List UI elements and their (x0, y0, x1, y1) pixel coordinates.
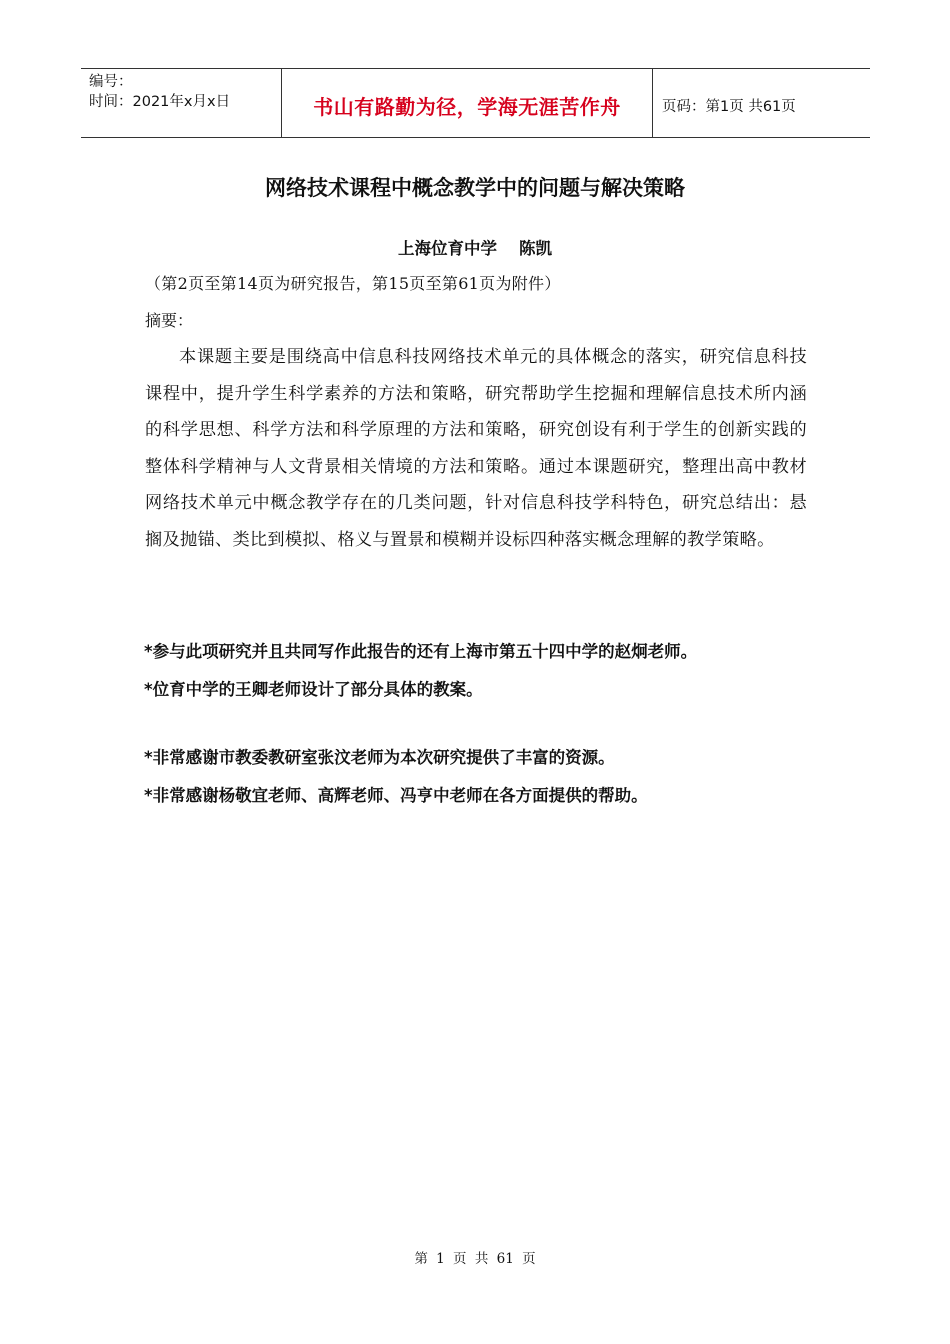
abstract-paragraph: 本课题主要是围绕高中信息科技网络技术单元的具体概念的落实，研究信息科技课程中，提升学生科学素养的方法和策略，研究帮助学生挖掘和理解信息技术所内涵的科学思想、科学方法和科学原理的方法和策略，研究创设有利于学生的创新实践的整体科学精神与人文背景相关情境的方法和策略。通过本课题研究，整理出高中教材网络技术单元中概念教学存在的几类问题，针对信息科技学科特色，研究总结出：悬搁及抛锚、类比到模拟、格义与置景和模糊并设标四种落实概念理解的教学策略。 (145, 347, 807, 550)
page-footer: 第 1 页 共 61 页 (414, 1251, 536, 1267)
ack-line-1: *参与此项研究并且共同写作此报告的还有上海市第五十四中学的赵炯老师。 (144, 642, 698, 661)
abstract-label: 摘要： (145, 311, 194, 330)
author-name: 陈凯 (519, 239, 552, 258)
document-title: 网络技术课程中概念教学中的问题与解决策略 (265, 176, 685, 200)
date-label: 时间：2021年x月x日 (89, 94, 231, 110)
author-line (0, 235, 950, 259)
header-page-info: 页码：第1页 共61页 (662, 98, 796, 115)
ack-line-2: *位育中学的王卿老师设计了部分具体的教案。 (144, 680, 483, 699)
number-label: 编号： (89, 74, 133, 90)
school-name: 上海位育中学 (398, 239, 497, 258)
page-header (81, 68, 870, 138)
ack-line-3: *非常感谢市教委教研室张汶老师为本次研究提供了丰富的资源。 (144, 748, 615, 767)
header-motto-cell (282, 69, 653, 137)
ack-line-4: *非常感谢杨敬宜老师、高辉老师、冯亨中老师在各方面提供的帮助。 (144, 786, 648, 805)
header-meta-cell (81, 69, 282, 137)
header-page-cell (653, 69, 870, 137)
page-range-note: （第2页至第14页为研究报告，第15页至第61页为附件） (145, 274, 561, 293)
motto-text: 书山有路勤为径，学海无涯苦作舟 (313, 94, 621, 119)
